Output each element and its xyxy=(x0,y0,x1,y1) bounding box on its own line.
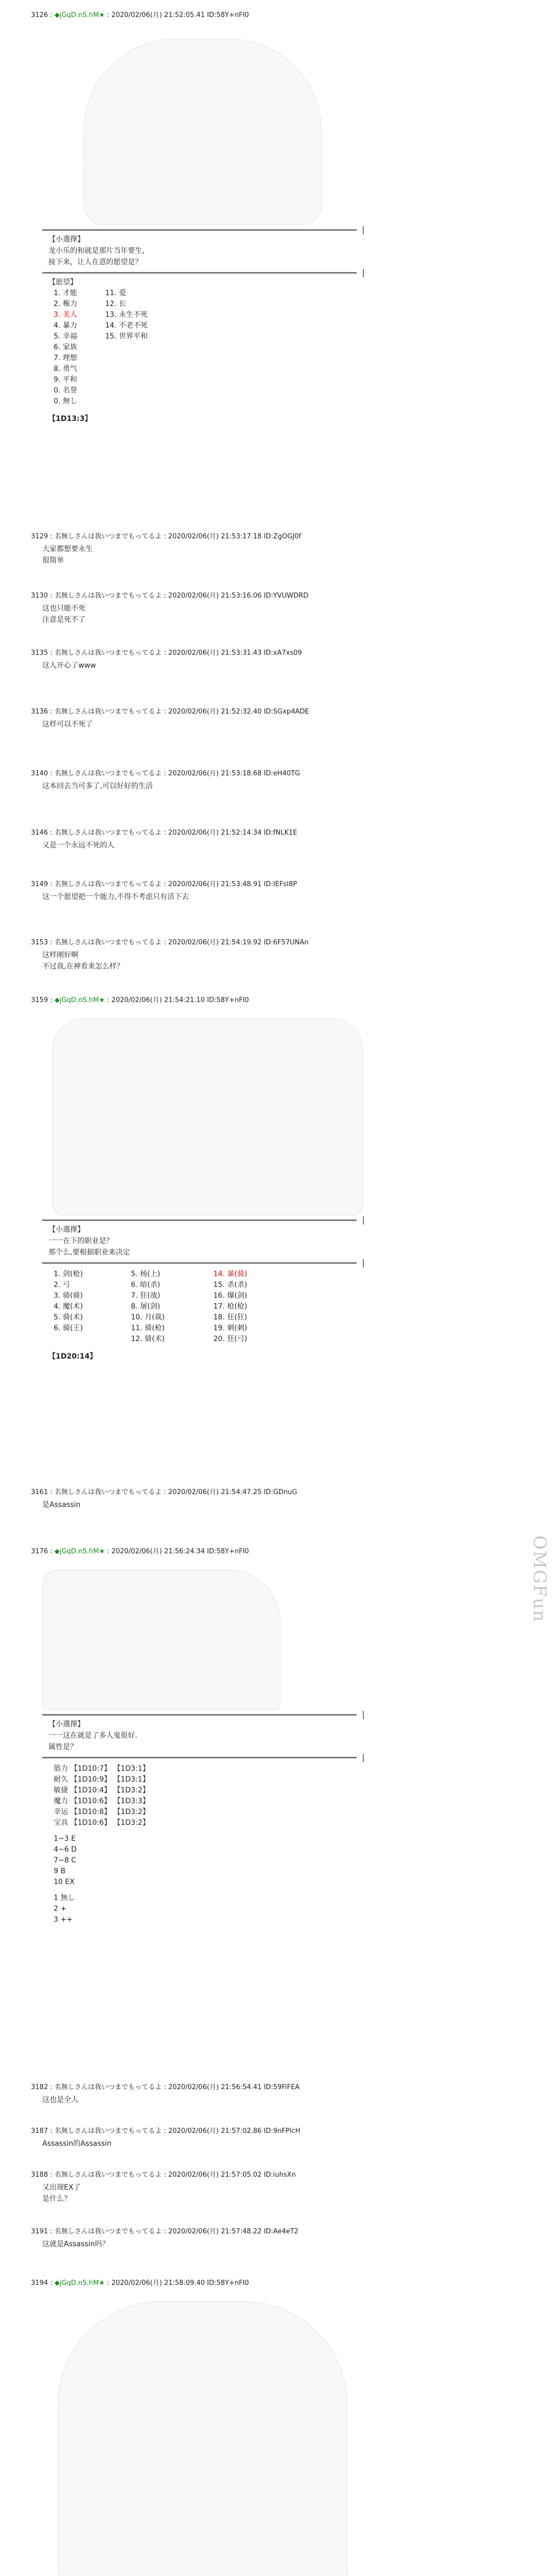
option-list-left xyxy=(54,288,105,407)
post-body: 这也是全人 xyxy=(42,2096,78,2104)
option-list-right: 14. 暴(骑) 15. 杀(杀) 16. 爆(剑) 17. 枪(枪) 18. 狂(狂) 19. 刺(刺) 20. 狂(弓) xyxy=(213,1270,247,1343)
post-3194: 3194 : ◆jGqD.nS.hM★ : 2020/02/06(月) 21:58:09.40 ID:58Y+nFI0 xyxy=(31,2277,526,2576)
aa-figure xyxy=(83,39,322,225)
post-3159: 3159 : ◆jGqD.nS.hM★ : 2020/02/06(月) 21:54:21.10 ID:58Y+nFI0 【小選擇】 一一在下的职业是？ 那个么,要根据职业来决定 1. 剑(枪) 2. 弓 3. 骑(骑) 4. 魔(术) 5. 骑(术) 6. 骑(王) 5. 杨(上) 6. 暗(杀) 7. 狂(战) 8. 屠(剑) 10. 月(裁) 11. 骑(枪) 12. 骑(术) 14. 暴(骑) 15. 杀(杀) 16. 爆(剑) 17. 枪(枪) 18. 狂(狂) 19. 刺(刺) 20. 狂(弓) 【1D20:14】 xyxy=(31,994,526,1362)
option: 8. 勇气 xyxy=(54,365,77,373)
post-body: 这样可以不死了 xyxy=(42,720,93,728)
post-3146: 3146 : 名無しさんは我いつまでもってるよ : 2020/02/06(月) 21:52:14.34 ID:fNLK1E 又是一个永远不死的人 xyxy=(31,827,526,851)
divider xyxy=(42,229,357,231)
option: 5. 幸福 xyxy=(54,332,77,341)
poster-id[interactable]: ID:58Y+nFI0 xyxy=(207,1548,249,1555)
post-3153: 3153 : 名無しさんは我いつまでもってるよ : 2020/02/06(月) 21:54:19.92 ID:6F57UNAn 这样刚好啊 不过我,在神看来怎么样？ xyxy=(31,937,526,972)
stat-row: 幸运 【1D10:8】 【1D3:2】 xyxy=(54,1808,150,1816)
post-3149: 3149 : 名無しさんは我いつまでもってるよ : 2020/02/06(月) 21:53:48.91 ID:IEFsI8P 这一个愿望把一个能力,不得不考虑只有活下去 xyxy=(31,878,526,903)
post-3136: 3136 : 名無しさんは我いつまでもってるよ : 2020/02/06(月) 21:52:32.40 ID:SGxp4ADE 这样可以不死了 xyxy=(31,706,526,730)
stat-row: 耐久 【1D10:9】 【1D3:1】 xyxy=(54,1775,150,1784)
poster-id[interactable]: ID:iuhsXn xyxy=(263,2171,296,2179)
stat-row: 魔力 【1D10:6】 【1D3:3】 xyxy=(54,1797,150,1805)
post-body: 这也只能不死 注意是死不了 xyxy=(42,604,86,624)
aa-figure xyxy=(53,1019,363,1215)
divider xyxy=(42,1714,357,1716)
poster-id[interactable]: ID:58Y+nFI0 xyxy=(207,2279,249,2287)
post-body: 这一个愿望把一个能力,不得不考虑只有活下去 xyxy=(42,893,189,901)
post-3140: 3140 : 名無しさんは我いつまでもってるよ : 2020/02/06(月) 21:53:18.68 ID:eH40TG 这本回去当可多了,可以好好的生活 xyxy=(31,768,526,792)
post-3191: 3191 : 名無しさんは我いつまでもってるよ : 2020/02/06(月) 21:57:48.22 ID:Ae4eT2 这就是Assassin吗？ xyxy=(31,2226,526,2250)
aa-figure xyxy=(42,1570,280,1710)
option-selected: 3. 美人 xyxy=(54,311,77,319)
stat-row: 宝具 【1D10:6】 【1D3:2】 xyxy=(54,1819,150,1827)
post-body: 这人开心了www xyxy=(42,662,96,670)
post-3188: 3188 : 名無しさんは我いつまでもってるよ : 2020/02/06(月) 21:57:05.02 ID:iuhsXn 又出现EX了 是什么？ xyxy=(31,2169,526,2205)
option-list-mid: 5. 杨(上) 6. 暗(杀) 7. 狂(战) 8. 屠(剑) 10. 月(裁) 11. 骑(枪) 12. 骑(术) xyxy=(131,1270,165,1343)
poster-name[interactable]: ◆jGqD.nS.hM xyxy=(54,1548,99,1555)
dice-result: 【1D20:14】 xyxy=(48,1352,97,1361)
post-3129: 3129 : 名無しさんは我いつまでもってるよ : 2020/02/06(月) 21:53:17.18 ID:ZgOGJ0f 大家都想要永生 很简单 xyxy=(31,531,526,566)
menu: 【小選擇】 一一在下的职业是？ 那个么,要根据职业来决定 xyxy=(48,1226,130,1257)
poster-id[interactable]: ID:58Y+nFI0 xyxy=(207,11,249,19)
poster-name[interactable]: ◆jGqD.nS.hM xyxy=(54,2279,99,2287)
poster-id[interactable]: ID:6F57UNAn xyxy=(263,939,309,946)
poster-id[interactable]: ID:SGxp4ADE xyxy=(263,708,309,716)
option: 15. 世界平和 xyxy=(105,332,148,341)
dice-result: 【1D13:3】 xyxy=(48,415,92,423)
poster-id[interactable]: ID:Ae4eT2 xyxy=(263,2228,299,2235)
divider xyxy=(42,1757,357,1758)
poster-id[interactable]: ID:xA7xs09 xyxy=(263,649,302,657)
poster-name[interactable]: ◆jGqD.nS.hM xyxy=(54,11,99,19)
divider xyxy=(42,1219,357,1221)
post-3187: 3187 : 名無しさんは我いつまでもってるよ : 2020/02/06(月) 21:57:02.86 ID:9nFPIcH Assassin的Assassin xyxy=(31,2125,526,2149)
aa-figure xyxy=(58,2301,347,2576)
poster-id[interactable]: ID:ZgOGJ0f xyxy=(263,533,301,540)
post-3161: 3161 : 名無しさんは我いつまでもってるよ : 2020/02/06(月) 21:54:47.25 ID:GDnuG 是Assassin xyxy=(31,1486,526,1511)
poster-id[interactable]: ID:eH40TG xyxy=(263,770,300,777)
watermark: OMGFun xyxy=(529,1535,550,1623)
ascii-art xyxy=(42,23,526,229)
option: 2. 権力 xyxy=(54,300,77,308)
divider xyxy=(42,272,357,274)
stat-row: 敏捷 【1D10:4】 【1D3:2】 xyxy=(54,1786,150,1794)
option: 7. 理想 xyxy=(54,354,77,362)
poster-id[interactable]: ID:58Y+nFI0 xyxy=(207,996,249,1004)
option: 12. 长 xyxy=(105,300,126,308)
option-selected: 14. 暴(骑) xyxy=(213,1270,247,1278)
option: 1. 才能 xyxy=(54,289,77,297)
post-body: 又是一个永远不死的人 xyxy=(42,841,114,850)
poster-id[interactable]: ID:YVUWDRD xyxy=(263,592,309,600)
option: 6. 家族 xyxy=(54,343,77,351)
poster-id[interactable]: ID:IEFsI8P xyxy=(263,880,297,888)
divider xyxy=(42,1262,357,1264)
ascii-art xyxy=(42,2291,526,2576)
options-label: 【愿望】 xyxy=(48,278,77,286)
ascii-art xyxy=(42,1008,526,1219)
option: 0. 無し xyxy=(54,397,77,405)
poster-id[interactable]: ID:GDnuG xyxy=(263,1488,297,1496)
post-3126 xyxy=(31,9,526,425)
menu: 【小選擇】 一一这在就是了多人鬼很好. 属性是？ xyxy=(48,1720,138,1751)
option: 0. 名誉 xyxy=(54,386,77,395)
ascii-art xyxy=(42,1560,526,1714)
post-3182: 3182 : 名無しさんは我いつまでもってるよ : 2020/02/06(月) 21:56:54.41 ID:59FiFEA 这也是全人 xyxy=(31,2081,526,2106)
post-body: 这样刚好啊 不过我,在神看来怎么样？ xyxy=(42,951,124,971)
poster-id[interactable]: ID:59FiFEA xyxy=(263,2083,300,2091)
post-body: 是Assassin xyxy=(42,1501,81,1509)
option: 4. 暴力 xyxy=(54,321,77,330)
option-list-left: 1. 剑(枪) 2. 弓 3. 骑(骑) 4. 魔(术) 5. 骑(术) 6. 骑(王) xyxy=(54,1270,83,1332)
post-body: 这就是Assassin吗？ xyxy=(42,2240,110,2248)
poster-name[interactable]: ◆jGqD.nS.hM xyxy=(54,996,99,1004)
option: 13. 永生不死 xyxy=(105,311,148,319)
option: 9. 平和 xyxy=(54,376,77,384)
post-body: 又出现EX了 是什么？ xyxy=(42,2183,81,2203)
post-3176: 3176 : ◆jGqD.nS.hM★ : 2020/02/06(月) 21:56:24.34 ID:58Y+nFI0 【小選擇】 一一这在就是了多人鬼很好. 属性是？ 筋力 【1D10:7】 【1D3:1】 耐久 【1D10:9】 【1D3:1】 敏捷 【1D10:4】 【1D3:2】 魔力 【1D10:6】 【1D3:3】 幸运 【1D10:8】 【1D3:2】 宝具 【1D10:6】 【1D3:2】 1~3 E 4~6 D 7~8 C 9 B 10 EX 1 無し 2 + 3 ++ xyxy=(31,1546,526,1925)
post-body: Assassin的Assassin xyxy=(42,2140,112,2148)
poster-id[interactable]: ID:fNLK1E xyxy=(263,829,297,837)
menu: 【小選擇】 龙小乐的和就是那片当年要生, 接下来，让人在意的愿望是？ xyxy=(48,235,145,266)
option: 14. 不老不死 xyxy=(105,321,148,330)
post-header: 3126 : ◆jGqD.nS.hM★ : 2020/02/06(月) 21:52:05.41 ID:58Y+nFI0 xyxy=(31,11,249,19)
post-body: 大家都想要永生 很简单 xyxy=(42,545,93,565)
post-3135: 3135 : 名無しさんは我いつまでもってるよ : 2020/02/06(月) 21:53:31.43 ID:xA7xs09 这人开心了www xyxy=(31,647,526,671)
post-body: 这本回去当可多了,可以好好的生活 xyxy=(42,782,153,790)
poster-id[interactable]: ID:9nFPIcH xyxy=(263,2127,300,2135)
post-3130: 3130 : 名無しさんは我いつまでもってるよ : 2020/02/06(月) 21:53:16.06 ID:YVUWDRD 这也只能不死 注意是死不了 xyxy=(31,590,526,625)
stat-row: 筋力 【1D10:7】 【1D3:1】 xyxy=(54,1765,150,1773)
option-list-right xyxy=(105,288,148,407)
option: 11. 爱 xyxy=(105,289,126,297)
stats-table: 筋力 【1D10:7】 【1D3:1】 耐久 【1D10:9】 【1D3:1】 敏捷 【1D10:4】 【1D3:2】 魔力 【1D10:6】 【1D3:3】 幸运 【1D10:8】 【1D3:2】 宝具 【1D10:6】 【1D3:2】 1~3 E 4~6 D 7~8 C 9 B 10 EX 1 無し 2 + 3 ++ xyxy=(54,1764,526,1925)
